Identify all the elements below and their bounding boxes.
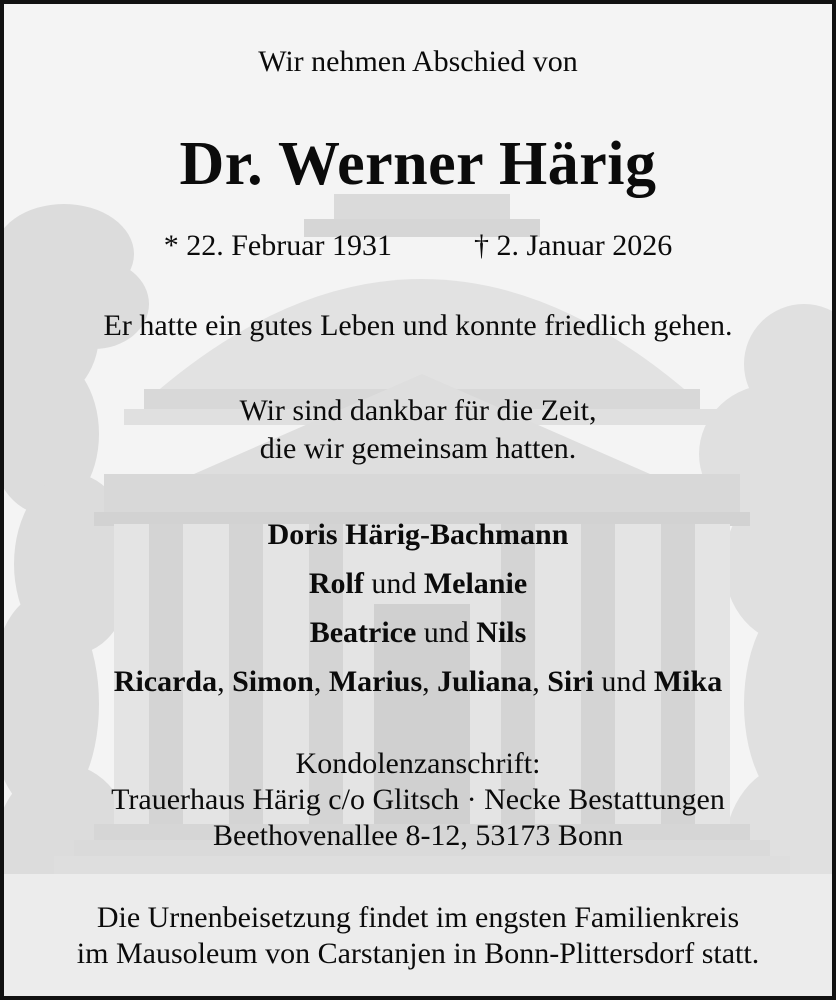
mourner-name: Mika — [653, 665, 723, 698]
notice-text — [4, 4, 832, 996]
mourner-name: Doris Härig-Bachmann — [267, 518, 569, 551]
mourner-line-4 — [4, 662, 832, 702]
mourner-joiner: und — [371, 567, 417, 600]
intro-line: Wir nehmen Abschied von — [258, 45, 578, 78]
birth-date: * 22. Februar 1931 — [163, 229, 392, 262]
mourner-name: Ricarda — [113, 665, 218, 698]
condolence-address-label: Kondolenzanschrift: — [295, 747, 541, 780]
condolence-address-line-2: Beethovenallee 8-12, 53173 Bonn — [213, 819, 623, 852]
mourner-joiner: und — [423, 616, 469, 649]
mourner-name: Juliana — [437, 665, 533, 698]
condolence-address-line-1: Trauerhaus Härig c/o Glitsch · Necke Bestattungen — [111, 783, 725, 816]
mourner-line-3 — [4, 613, 832, 653]
mourner-line-2 — [4, 564, 832, 604]
deceased-name: Dr. Werner Härig — [179, 130, 657, 198]
mourner-name: Simon — [232, 665, 314, 698]
memorial-quote: Er hatte ein gutes Leben und konnte friedlich gehen. — [103, 309, 733, 342]
mourner-name: Siri — [547, 665, 594, 698]
mourner-name: Melanie — [423, 567, 528, 600]
mourner-name: Nils — [476, 616, 527, 649]
thanks-line-2: die wir gemeinsam hatten. — [259, 432, 577, 465]
death-cross-icon: † — [474, 229, 489, 262]
mourner-separator: , — [422, 665, 430, 698]
death-date: 2. Januar 2026 — [496, 229, 673, 262]
burial-note-line-1: Die Urnenbeisetzung findet im engsten Familienkreis — [96, 901, 740, 934]
mourner-joiner: und — [601, 665, 647, 698]
thanks-line-1: Wir sind dankbar für die Zeit, — [239, 394, 597, 427]
mourner-name: Beatrice — [309, 616, 417, 649]
life-dates — [4, 226, 832, 266]
mourner-separator: , — [532, 665, 540, 698]
mourner-separator: , — [313, 665, 322, 698]
mourner-name: Marius — [328, 665, 423, 698]
mourner-name: Rolf — [308, 567, 364, 600]
mourner-line-1 — [4, 515, 832, 555]
burial-note-line-2: im Mausoleum von Carstanjen in Bonn-Plittersdorf statt. — [76, 937, 760, 970]
mourner-separator: , — [217, 665, 225, 698]
